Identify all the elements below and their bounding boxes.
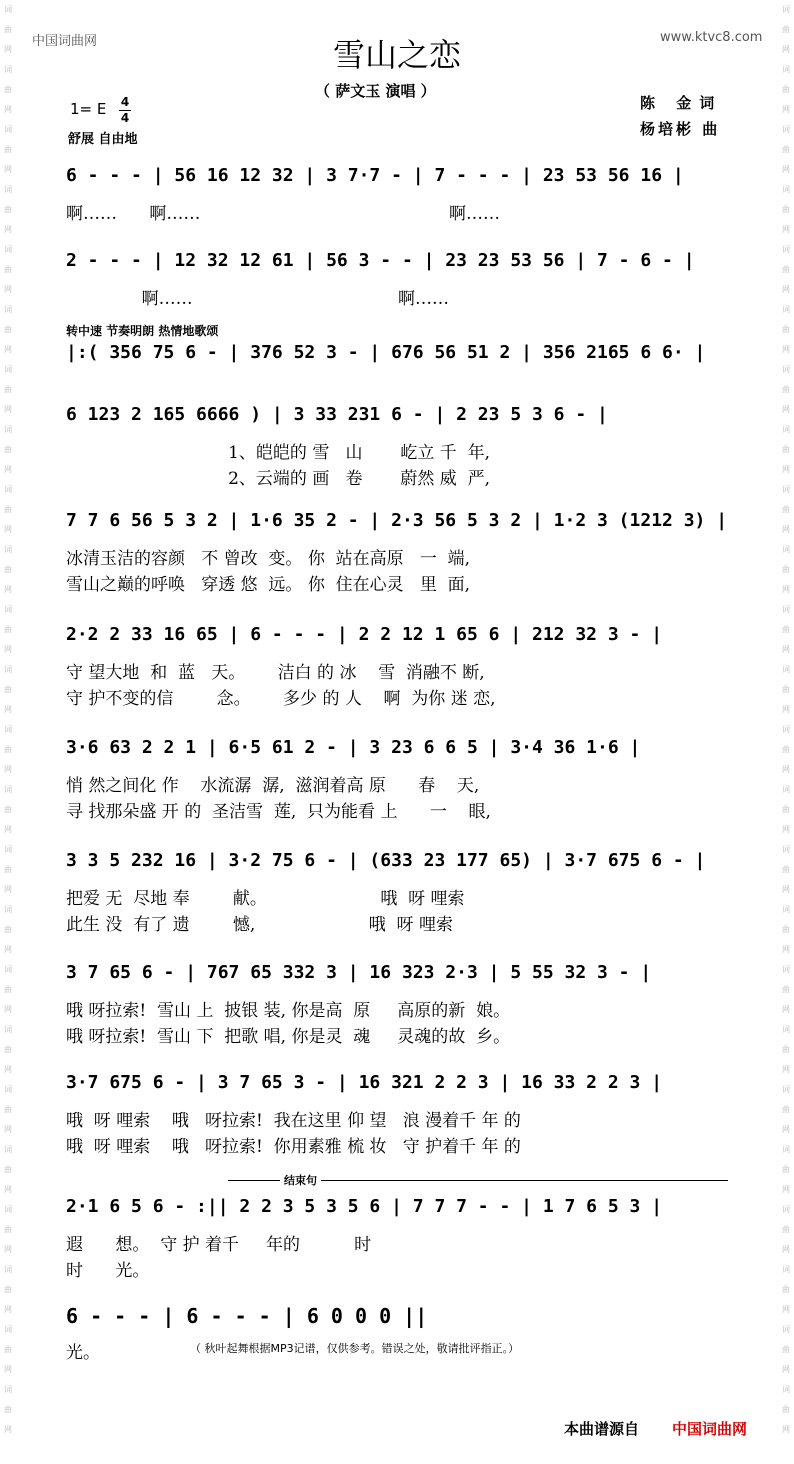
watermark-char: 曲 <box>4 445 12 454</box>
watermark-char: 曲 <box>782 1225 790 1234</box>
watermark-char: 曲 <box>4 1165 12 1174</box>
watermark-char: 词 <box>4 905 12 914</box>
watermark-char: 词 <box>4 1265 12 1274</box>
notation-line: |:( 356 75 6 - | 376 52 3 - | 676 56 51 2 | 356 2165 6 6· | <box>66 342 706 363</box>
watermark-char: 曲 <box>4 865 12 874</box>
watermark-char: 曲 <box>782 865 790 874</box>
watermark-char: 词 <box>4 1145 12 1154</box>
watermark-char: 词 <box>4 245 12 254</box>
watermark-char: 网 <box>782 45 790 54</box>
watermark-char: 词 <box>782 1385 790 1394</box>
notation-line: 2 - - - | 12 32 12 61 | 56 3 - - | 23 23 53 56 | 7 - 6 - | <box>66 250 695 271</box>
watermark-char: 词 <box>782 65 790 74</box>
watermark-char: 网 <box>4 405 12 414</box>
watermark-char: 词 <box>782 545 790 554</box>
watermark-char: 网 <box>782 285 790 294</box>
watermark-char: 词 <box>4 5 12 14</box>
watermark-char: 网 <box>782 525 790 534</box>
watermark-char: 网 <box>4 1065 12 1074</box>
watermark-char: 曲 <box>782 1285 790 1294</box>
watermark-char: 曲 <box>4 1405 12 1414</box>
watermark-char: 曲 <box>782 985 790 994</box>
time-bottom: 4 <box>120 111 130 125</box>
key-signature: 1= E <box>70 100 107 118</box>
watermark-char: 曲 <box>4 265 12 274</box>
watermark-char: 网 <box>4 525 12 534</box>
lyric-line: 哦 呀拉索! 雪山 下 把歌 唱, 你是灵 魂 灵魂的故 乡。 <box>66 1027 511 1047</box>
watermark-char: 网 <box>782 1365 790 1374</box>
watermark-char: 词 <box>782 485 790 494</box>
source-site-link[interactable]: 中国词曲网 <box>672 1420 748 1438</box>
watermark-char: 网 <box>4 1005 12 1014</box>
lyric-line: 悄 然之间化 作 水流潺 潺, 滋润着高 原 春 天, <box>66 776 480 796</box>
notation-line: 3·7 675 6 - | 3 7 65 3 - | 16 321 2 2 3 | 16 33 2 2 3 | <box>66 1072 663 1093</box>
watermark-char: 曲 <box>4 1105 12 1114</box>
watermark-char: 网 <box>782 465 790 474</box>
lyric-line: 啊…… 啊…… 啊…… <box>66 204 500 224</box>
lyric-line: 寻 找那朵盛 开 的 圣洁雪 莲, 只为能看 上 一 眼, <box>66 802 491 822</box>
watermark-char: 词 <box>782 785 790 794</box>
watermark-char: 词 <box>782 185 790 194</box>
lyric-line: 啊…… 啊…… <box>66 289 449 309</box>
watermark-char: 网 <box>4 825 12 834</box>
watermark-char: 网 <box>4 585 12 594</box>
lyric-line: 1、皑皑的 雪 山 屹立 千 年, <box>66 443 490 463</box>
watermark-char: 词 <box>782 1145 790 1154</box>
watermark-char: 曲 <box>4 1045 12 1054</box>
notation-line: 2·2 2 33 16 65 | 6 - - - | 2 2 12 1 65 6 | 212 32 3 - | <box>66 624 663 645</box>
watermark-char: 网 <box>4 345 12 354</box>
lyric-line: 时 光。 <box>66 1261 150 1281</box>
watermark-char: 曲 <box>782 1105 790 1114</box>
watermark-char: 网 <box>782 345 790 354</box>
lyric-line: 哦 呀 哩索 哦 呀拉索! 你用素雅 梳 妆 守 护着千 年 的 <box>66 1137 521 1157</box>
watermark-char: 曲 <box>4 505 12 514</box>
watermark-char: 词 <box>4 1205 12 1214</box>
left-watermark-strip <box>0 0 16 1464</box>
watermark-char: 网 <box>782 1125 790 1134</box>
watermark-char: 词 <box>782 245 790 254</box>
watermark-char: 网 <box>4 885 12 894</box>
watermark-char: 词 <box>4 305 12 314</box>
watermark-char: 曲 <box>782 205 790 214</box>
right-watermark-strip <box>778 0 794 1464</box>
watermark-char: 词 <box>782 605 790 614</box>
lyricist: 陈 金词 <box>640 94 723 112</box>
watermark-char: 词 <box>4 725 12 734</box>
watermark-char: 曲 <box>4 985 12 994</box>
watermark-char: 曲 <box>4 325 12 334</box>
watermark-char: 词 <box>4 785 12 794</box>
watermark-char: 曲 <box>4 745 12 754</box>
watermark-char: 词 <box>4 1085 12 1094</box>
source-label: 本曲谱源自 <box>564 1420 640 1438</box>
watermark-char: 网 <box>782 405 790 414</box>
watermark-char: 网 <box>4 285 12 294</box>
watermark-char: 曲 <box>4 625 12 634</box>
watermark-char: 词 <box>782 5 790 14</box>
watermark-char: 曲 <box>782 505 790 514</box>
lyric-line: 2、云端的 画 卷 蔚然 威 严, <box>66 469 490 489</box>
watermark-char: 曲 <box>782 1405 790 1414</box>
lyric-line: 哦 呀 哩索 哦 呀拉索! 我在这里 仰 望 浪 漫着千 年 的 <box>66 1111 521 1131</box>
watermark-char: 网 <box>4 1425 12 1434</box>
watermark-char: 曲 <box>782 925 790 934</box>
notation-line: 6 123 2 165 6666 ) | 3 33 231 6 - | 2 23 5 3 6 - | <box>66 404 608 425</box>
watermark-char: 网 <box>4 105 12 114</box>
watermark-char: 网 <box>4 165 12 174</box>
composer: 杨培彬 曲 <box>640 120 721 138</box>
lyric-line: 守 望大地 和 蓝 天。 洁白 的 冰 雪 消融不 断, <box>66 663 485 683</box>
watermark-char: 网 <box>4 1185 12 1194</box>
watermark-char: 词 <box>4 1385 12 1394</box>
watermark-char: 词 <box>4 545 12 554</box>
watermark-char: 网 <box>4 645 12 654</box>
time-top: 4 <box>120 95 130 109</box>
watermark-char: 词 <box>4 425 12 434</box>
ending-label: 结束句 <box>280 1172 321 1188</box>
watermark-char: 曲 <box>782 385 790 394</box>
lyric-line: 把爱 无 尽地 奉 献。 哦 呀 哩索 <box>66 889 465 909</box>
watermark-char: 词 <box>4 125 12 134</box>
lyric-line: 冰清玉洁的容颜 不 曾改 变。 你 站在高原 一 端, <box>66 549 471 569</box>
watermark-char: 网 <box>782 1185 790 1194</box>
lyric-line: 守 护不变的信 念。 多少 的 人 啊 为你 迷 恋, <box>66 689 496 709</box>
notation-line: 3 3 5 232 16 | 3·2 75 6 - | (633 23 177 65) | 3·7 675 6 - | <box>66 850 706 871</box>
lyric-line: 此生 没 有了 遗 憾, 哦 呀 哩索 <box>66 915 453 935</box>
watermark-char: 网 <box>4 465 12 474</box>
watermark-char: 网 <box>4 705 12 714</box>
watermark-char: 词 <box>4 485 12 494</box>
watermark-char: 词 <box>782 965 790 974</box>
watermark-char: 曲 <box>4 1225 12 1234</box>
watermark-char: 曲 <box>782 145 790 154</box>
watermark-char: 曲 <box>782 325 790 334</box>
watermark-char: 词 <box>4 65 12 74</box>
watermark-char: 曲 <box>782 1045 790 1054</box>
site-name: 中国词曲网 <box>32 34 98 49</box>
watermark-char: 词 <box>4 185 12 194</box>
watermark-char: 曲 <box>4 685 12 694</box>
watermark-char: 曲 <box>782 1165 790 1174</box>
watermark-char: 网 <box>782 825 790 834</box>
watermark-char: 网 <box>4 1365 12 1374</box>
watermark-char: 词 <box>782 665 790 674</box>
watermark-char: 曲 <box>4 145 12 154</box>
watermark-char: 词 <box>782 845 790 854</box>
watermark-char: 词 <box>782 1025 790 1034</box>
watermark-char: 曲 <box>782 265 790 274</box>
watermark-char: 曲 <box>782 445 790 454</box>
watermark-char: 网 <box>782 765 790 774</box>
notation-line: 3·6 63 2 2 1 | 6·5 61 2 - | 3 23 6 6 5 | 3·4 36 1·6 | <box>66 737 641 758</box>
watermark-char: 网 <box>782 705 790 714</box>
watermark-char: 曲 <box>782 565 790 574</box>
watermark-char: 词 <box>782 1325 790 1334</box>
watermark-char: 词 <box>4 1025 12 1034</box>
watermark-char: 网 <box>4 1305 12 1314</box>
lyric-line: 光。 <box>66 1343 100 1363</box>
watermark-char: 网 <box>782 1245 790 1254</box>
watermark-char: 曲 <box>782 745 790 754</box>
transcriber-note: （ 秋叶起舞根据MP3记谱，仅供参考。错误之处，敬请批评指正。） <box>190 1342 520 1355</box>
lyric-line: 雪山之巅的呼唤 穿透 悠 远。 你 住在心灵 里 面, <box>66 575 471 595</box>
watermark-char: 曲 <box>4 805 12 814</box>
watermark-char: 曲 <box>4 85 12 94</box>
watermark-char: 网 <box>782 105 790 114</box>
watermark-char: 词 <box>782 1205 790 1214</box>
watermark-char: 网 <box>782 225 790 234</box>
watermark-char: 网 <box>782 1305 790 1314</box>
watermark-char: 词 <box>782 365 790 374</box>
notation-line: 7 7 6 56 5 3 2 | 1·6 35 2 - | 2·3 56 5 3 2 | 1·2 3 (1212 3) | <box>66 510 728 531</box>
watermark-char: 网 <box>4 45 12 54</box>
watermark-char: 词 <box>4 965 12 974</box>
watermark-char: 曲 <box>782 685 790 694</box>
lyric-line: 遐 想。 守 护 着千 年的 时 <box>66 1235 372 1255</box>
watermark-char: 词 <box>782 125 790 134</box>
watermark-char: 网 <box>4 1245 12 1254</box>
watermark-char: 网 <box>4 765 12 774</box>
watermark-char: 曲 <box>4 565 12 574</box>
watermark-char: 词 <box>4 845 12 854</box>
section-label: 转中速 节奏明朗 热情地歌颂 <box>66 324 219 338</box>
watermark-char: 词 <box>4 605 12 614</box>
notation-line: 3 7 65 6 - | 767 65 332 3 | 16 323 2·3 | 5 55 32 3 - | <box>66 962 652 983</box>
watermark-char: 网 <box>782 1425 790 1434</box>
watermark-char: 曲 <box>4 205 12 214</box>
watermark-char: 词 <box>782 425 790 434</box>
watermark-char: 曲 <box>4 925 12 934</box>
watermark-char: 网 <box>4 1125 12 1134</box>
watermark-char: 词 <box>4 365 12 374</box>
watermark-char: 词 <box>782 905 790 914</box>
watermark-char: 词 <box>782 1265 790 1274</box>
watermark-char: 曲 <box>4 385 12 394</box>
watermark-char: 曲 <box>782 25 790 34</box>
watermark-char: 词 <box>782 725 790 734</box>
watermark-char: 网 <box>782 885 790 894</box>
notation-line: 6 - - - | 56 16 12 32 | 3 7·7 - | 7 - - - | 23 53 56 16 | <box>66 165 684 186</box>
watermark-char: 网 <box>782 1065 790 1074</box>
site-url: www.ktvc8.com <box>660 30 763 45</box>
watermark-char: 网 <box>782 585 790 594</box>
notation-line: 2·1 6 5 6 - :|| 2 2 3 5 3 5 6 | 7 7 7 - - | 1 7 6 5 3 | <box>66 1196 663 1217</box>
lyric-line: 哦 呀拉索! 雪山 上 披银 装, 你是高 原 高原的新 娘。 <box>66 1001 511 1021</box>
tempo-marking: 舒展 自由地 <box>68 132 138 147</box>
watermark-char: 网 <box>782 1005 790 1014</box>
watermark-char: 网 <box>4 945 12 954</box>
time-signature <box>119 96 131 125</box>
watermark-char: 网 <box>782 945 790 954</box>
watermark-char: 曲 <box>782 85 790 94</box>
watermark-char: 网 <box>4 225 12 234</box>
watermark-char: 网 <box>782 165 790 174</box>
notation-line: 6 - - - | 6 - - - | 6 0 0 0 || <box>66 1304 428 1328</box>
performer: （ 萨文玉 演唱 ） <box>315 82 436 100</box>
watermark-char: 词 <box>782 305 790 314</box>
song-title: 雪山之恋 <box>332 36 461 74</box>
watermark-char: 词 <box>782 1085 790 1094</box>
watermark-char: 曲 <box>4 25 12 34</box>
watermark-char: 曲 <box>782 1345 790 1354</box>
watermark-char: 曲 <box>4 1345 12 1354</box>
watermark-char: 曲 <box>4 1285 12 1294</box>
watermark-char: 词 <box>4 665 12 674</box>
watermark-char: 词 <box>4 1325 12 1334</box>
watermark-char: 曲 <box>782 805 790 814</box>
watermark-char: 网 <box>782 645 790 654</box>
watermark-char: 曲 <box>782 625 790 634</box>
